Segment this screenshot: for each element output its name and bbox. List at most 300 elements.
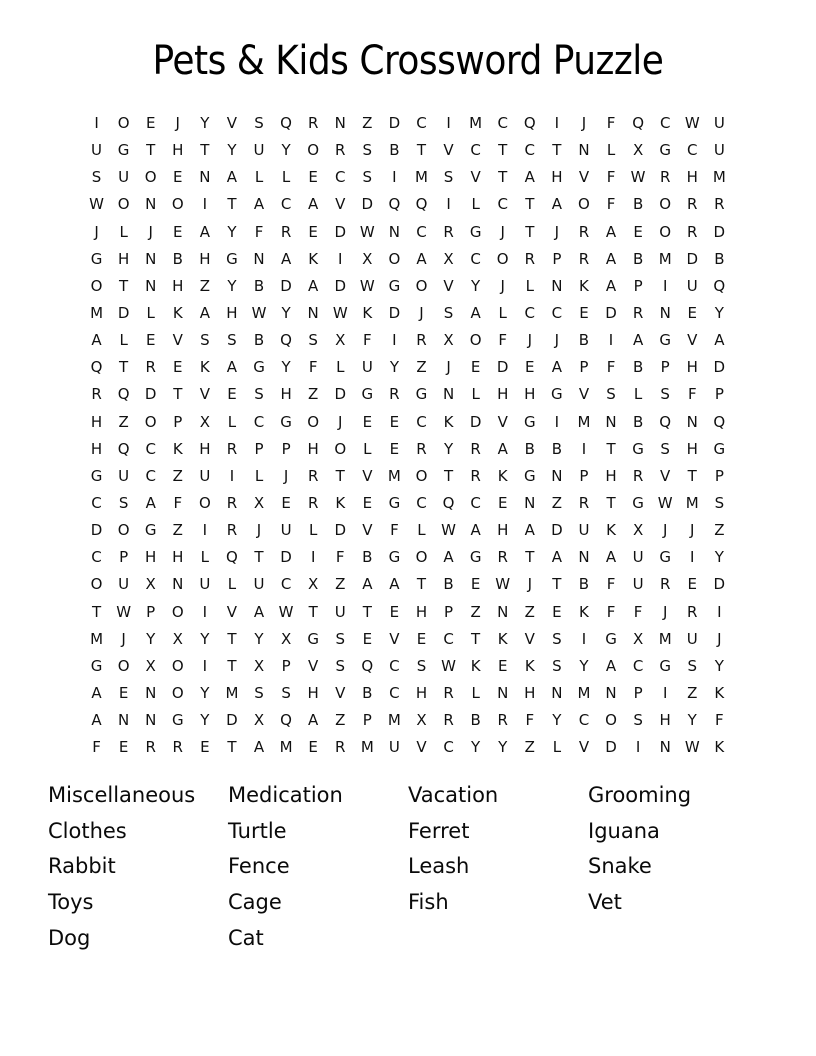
grid-letter: I (202, 602, 208, 621)
grid-letter: I (310, 548, 316, 567)
grid-letter: Q (280, 711, 292, 730)
grid-letter: G (469, 222, 482, 241)
grid-letter: V (470, 168, 481, 187)
grid-letter: U (199, 466, 211, 485)
grid-letter: F (606, 358, 616, 377)
grid-letter: O (117, 195, 130, 214)
grid-letter: I (392, 331, 397, 350)
grid-letter: R (687, 602, 698, 621)
grid-letter: U (578, 521, 590, 540)
grid-letter: W (657, 494, 673, 513)
grid-letter: H (415, 602, 428, 621)
grid-letter: D (713, 575, 726, 594)
grid-letter: W (684, 738, 700, 757)
grid-letter: B (253, 276, 265, 295)
grid-letter: R (497, 711, 508, 730)
grid-letter: I (229, 466, 235, 485)
grid-letter: D (334, 385, 347, 404)
grid-letter: T (146, 141, 156, 160)
grid-letter: Y (200, 114, 210, 133)
grid-letter: A (199, 222, 210, 241)
grid-letter: H (605, 466, 617, 485)
grid-letter: U (361, 358, 373, 377)
grid-letter: Z (335, 711, 346, 730)
grid-letter: C (470, 141, 481, 160)
grid-letter: Z (308, 385, 319, 404)
grid-letter: J (690, 521, 695, 540)
grid-letter: K (362, 304, 373, 323)
grid-letter: R (416, 439, 427, 458)
grid-letter: F (173, 494, 183, 513)
grid-letter: Y (687, 711, 697, 730)
grid-letter: Y (227, 222, 237, 241)
grid-letter: Y (200, 711, 210, 730)
grid-letter: V (335, 195, 346, 214)
grid-letter: Q (388, 195, 401, 214)
grid-letter: S (91, 168, 102, 187)
grid-letter: Z (199, 276, 210, 295)
grid-letter: Q (713, 412, 726, 431)
grid-letter: C (91, 494, 102, 513)
grid-letter: E (145, 114, 156, 133)
grid-letter: M (658, 249, 672, 268)
grid-letter: P (444, 602, 454, 621)
grid-letter: R (578, 249, 590, 268)
grid-letter: Q (117, 385, 130, 404)
grid-letter: J (283, 466, 289, 485)
grid-letter: D (551, 521, 563, 540)
grid-letter: R (578, 222, 590, 241)
grid-letter: R (714, 195, 725, 214)
grid-letter: P (146, 602, 156, 621)
grid-letter: T (91, 602, 102, 621)
grid-letter: F (606, 602, 616, 621)
grid-letter: L (336, 358, 345, 377)
grid-letter: C (497, 114, 508, 133)
grid-letter: T (525, 222, 535, 241)
grid-letter: S (362, 141, 373, 160)
grid-letter: A (91, 711, 102, 730)
grid-letter: S (118, 494, 129, 513)
grid-letter: A (605, 548, 617, 567)
grid-letter: Y (281, 304, 291, 323)
grid-letter: U (118, 168, 130, 187)
grid-letter: E (525, 358, 535, 377)
grid-letter: Q (361, 656, 374, 675)
grid-letter: I (717, 602, 722, 621)
grid-letter: H (226, 304, 238, 323)
grid-letter: Z (118, 412, 129, 431)
grid-letter: S (254, 385, 264, 404)
grid-letter: N (551, 276, 563, 295)
grid-letter: N (145, 276, 157, 295)
grid-letter: J (527, 575, 532, 594)
grid-letter: R (145, 358, 156, 377)
grid-letter: A (91, 684, 102, 703)
grid-letter: C (416, 114, 427, 133)
grid-letter: X (416, 711, 427, 730)
grid-letter: J (175, 114, 180, 133)
grid-letter: A (605, 249, 617, 268)
grid-letter: V (172, 331, 183, 350)
grid-letter: A (308, 276, 319, 295)
grid-letter: H (280, 385, 292, 404)
grid-letter: R (145, 738, 156, 757)
grid-letter: Y (498, 738, 508, 757)
grid-letter: L (254, 168, 264, 187)
grid-letter: I (94, 114, 99, 133)
grid-letter: U (253, 575, 265, 594)
grid-letter: F (606, 195, 616, 214)
grid-letter: W (684, 114, 700, 133)
grid-letter: E (470, 358, 481, 377)
grid-letter: L (498, 304, 507, 323)
grid-letter: O (144, 412, 157, 431)
grid-letter: B (632, 249, 644, 268)
grid-letter: I (662, 684, 668, 703)
grid-letter: C (416, 222, 427, 241)
grid-letter: P (281, 439, 291, 458)
grid-letter: V (578, 168, 590, 187)
grid-letter: R (280, 222, 292, 241)
grid-letter: U (334, 602, 346, 621)
grid-letter: C (687, 141, 698, 160)
grid-letter: R (226, 494, 238, 513)
grid-letter: E (173, 358, 183, 377)
grid-letter: O (117, 521, 130, 540)
grid-letter: A (524, 521, 535, 540)
grid-letter: Y (146, 629, 156, 648)
grid-letter: O (117, 114, 130, 133)
grid-letter: C (145, 466, 156, 485)
grid-letter: B (714, 249, 725, 268)
grid-letter: H (172, 548, 184, 567)
grid-letter: H (415, 684, 428, 703)
grid-letter: L (146, 304, 155, 323)
grid-letter: O (171, 602, 184, 621)
grid-letter: K (497, 466, 508, 485)
grid-letter: T (552, 141, 562, 160)
grid-letter: L (119, 331, 128, 350)
grid-letter: I (581, 439, 587, 458)
grid-letter: H (90, 439, 103, 458)
grid-letter: Y (281, 141, 291, 160)
grid-letter: Y (281, 358, 291, 377)
grid-letter: V (362, 521, 373, 540)
grid-letter: G (388, 494, 401, 513)
grid-letter: H (199, 439, 211, 458)
grid-letter: H (90, 412, 103, 431)
grid-letter: N (524, 494, 536, 513)
grid-letter: N (497, 684, 509, 703)
grid-letter: R (497, 548, 508, 567)
grid-letter: R (226, 439, 238, 458)
grid-letter: O (388, 249, 401, 268)
grid-letter: L (471, 684, 480, 703)
grid-letter: N (145, 711, 157, 730)
grid-letter: T (119, 276, 129, 295)
word-list-item: Rabbit (48, 854, 116, 879)
grid-letter: P (173, 412, 183, 431)
grid-letter: K (335, 494, 346, 513)
word-search-grid (83, 110, 733, 761)
grid-letter: O (117, 656, 130, 675)
word-list-item: Grooming (588, 783, 692, 807)
grid-letter: A (416, 249, 427, 268)
grid-letter: L (633, 385, 643, 404)
grid-letter: V (226, 114, 238, 133)
grid-letter: I (202, 195, 208, 214)
grid-letter: J (581, 114, 587, 133)
word-list-column (228, 778, 408, 957)
grid-letter: G (171, 711, 184, 730)
grid-letter: N (388, 222, 401, 241)
grid-letter: O (171, 684, 184, 703)
word-list-item: Fish (408, 890, 449, 915)
grid-letter: M (469, 114, 483, 133)
grid-letter: T (227, 656, 237, 675)
grid-letter: C (443, 738, 454, 757)
grid-letter: V (362, 466, 373, 485)
grid-letter: S (714, 494, 725, 513)
grid-letter: L (254, 466, 264, 485)
grid-letter: G (659, 656, 671, 675)
grid-letter: N (442, 385, 455, 404)
grid-letter: F (687, 385, 697, 404)
grid-letter: C (497, 195, 508, 214)
grid-letter: L (417, 521, 426, 540)
grid-letter: H (686, 439, 698, 458)
grid-letter: X (308, 575, 319, 594)
grid-letter: X (443, 249, 454, 268)
grid-letter: B (578, 331, 590, 350)
word-list-item: Iguana (588, 818, 660, 843)
grid-letter: N (659, 738, 671, 757)
grid-letter: S (552, 629, 562, 648)
grid-letter: R (307, 494, 319, 513)
grid-letter: R (389, 385, 400, 404)
grid-letter: H (172, 141, 184, 160)
grid-letter: E (389, 602, 400, 621)
grid-letter: G (117, 141, 130, 160)
grid-letter: R (443, 222, 454, 241)
grid-letter: U (632, 548, 644, 567)
grid-letter: N (307, 304, 319, 323)
grid-letter: Y (389, 358, 399, 377)
grid-letter: F (390, 521, 399, 540)
grid-letter: Q (280, 114, 292, 133)
grid-letter: A (253, 602, 265, 621)
grid-letter: R (578, 494, 590, 513)
grid-letter: C (145, 439, 156, 458)
grid-letter: K (497, 629, 508, 648)
grid-letter: F (92, 738, 101, 757)
grid-letter: V (226, 602, 238, 621)
grid-letter: C (524, 141, 536, 160)
grid-letter: N (686, 412, 698, 431)
grid-letter: H (117, 249, 130, 268)
grid-letter: R (470, 466, 481, 485)
grid-letter: G (90, 466, 103, 485)
grid-letter: C (632, 656, 644, 675)
grid-letter: R (335, 738, 346, 757)
grid-letter: A (605, 222, 617, 241)
grid-letter: I (338, 249, 343, 268)
grid-letter: W (116, 602, 132, 621)
grid-letter: X (145, 575, 156, 594)
grid-letter: C (91, 548, 102, 567)
grid-letter: V (416, 738, 427, 757)
grid-letter: K (443, 412, 454, 431)
word-list-item: Cage (228, 890, 282, 915)
grid-letter: S (308, 331, 318, 350)
grid-letter: E (389, 439, 400, 458)
grid-letter: M (360, 738, 374, 757)
grid-letter: L (281, 168, 291, 187)
grid-letter: B (632, 358, 644, 377)
word-list-item: Snake (588, 854, 652, 879)
grid-letter: D (686, 249, 699, 268)
grid-letter: L (606, 141, 616, 160)
grid-letter: O (605, 711, 617, 730)
grid-letter: A (253, 195, 265, 214)
grid-letter: G (632, 439, 644, 458)
grid-letter: W (278, 602, 294, 621)
grid-letter: Q (226, 548, 238, 567)
grid-letter: J (419, 304, 424, 323)
grid-letter: B (632, 412, 644, 431)
grid-letter: G (469, 548, 482, 567)
grid-letter: P (660, 358, 670, 377)
grid-letter: Q (659, 412, 672, 431)
grid-letter: M (577, 412, 591, 431)
grid-letter: Q (523, 114, 536, 133)
grid-letter: L (471, 385, 480, 404)
grid-letter: N (659, 304, 671, 323)
grid-letter: D (713, 222, 726, 241)
grid-letter: X (253, 711, 265, 730)
grid-letter: M (577, 684, 591, 703)
grid-letter: E (227, 385, 237, 404)
grid-letter: J (554, 222, 560, 241)
grid-letter: A (714, 331, 725, 350)
grid-letter: D (469, 412, 482, 431)
grid-letter: E (579, 304, 589, 323)
grid-letter: T (552, 575, 562, 594)
grid-letter: Q (415, 195, 428, 214)
grid-letter: G (280, 412, 292, 431)
grid-letter: H (307, 684, 319, 703)
grid-letter: A (632, 331, 644, 350)
grid-letter: P (579, 466, 589, 485)
grid-letter: B (362, 684, 373, 703)
grid-letter: R (524, 249, 535, 268)
grid-letter: F (363, 331, 372, 350)
grid-letter: J (662, 521, 668, 540)
grid-letter: W (251, 304, 267, 323)
grid-letter: U (91, 141, 103, 160)
grid-letter: H (686, 358, 698, 377)
grid-letter: K (308, 249, 319, 268)
grid-letter: J (662, 602, 668, 621)
grid-letter: Y (200, 629, 210, 648)
grid-letter: Q (632, 114, 644, 133)
grid-letter: W (630, 168, 646, 187)
grid-letter: N (199, 168, 211, 187)
grid-letter: P (362, 711, 372, 730)
grid-letter: P (552, 249, 562, 268)
word-list-item: Leash (408, 854, 470, 879)
grid-letter: A (497, 439, 508, 458)
grid-letter: E (173, 222, 183, 241)
grid-letter: I (662, 276, 668, 295)
grid-letter: T (335, 466, 345, 485)
word-list-column (48, 778, 228, 957)
grid-letter: G (388, 276, 401, 295)
grid-letter: T (606, 439, 616, 458)
grid-letter: S (416, 656, 427, 675)
grid-letter: H (497, 385, 509, 404)
grid-letter: X (253, 656, 265, 675)
grid-letter: I (202, 656, 208, 675)
word-list-item: Fence (228, 854, 290, 879)
grid-letter: N (334, 114, 346, 133)
grid-letter: I (554, 114, 560, 133)
grid-letter: C (389, 656, 400, 675)
grid-letter: K (470, 656, 481, 675)
grid-letter: A (524, 168, 535, 187)
grid-letter: F (606, 114, 616, 133)
grid-letter: A (226, 168, 238, 187)
grid-letter: X (253, 494, 265, 513)
grid-letter: R (632, 466, 644, 485)
grid-letter: F (254, 222, 264, 241)
grid-letter: R (687, 222, 698, 241)
grid-letter: X (632, 629, 644, 648)
grid-letter: Q (117, 439, 130, 458)
grid-letter: A (443, 548, 454, 567)
grid-letter: I (202, 521, 208, 540)
grid-letter: F (498, 331, 508, 350)
grid-letter: E (308, 168, 318, 187)
grid-letter: O (496, 249, 509, 268)
grid-letter: Y (471, 738, 481, 757)
grid-letter: D (144, 385, 157, 404)
grid-letter: R (632, 304, 644, 323)
grid-letter: T (471, 629, 481, 648)
grid-letter: Y (200, 684, 210, 703)
grid-letter: Z (470, 602, 481, 621)
grid-letter: U (632, 575, 644, 594)
grid-letter: K (579, 602, 589, 621)
grid-letter: T (227, 195, 237, 214)
grid-letter: D (388, 114, 401, 133)
grid-letter: M (387, 466, 401, 485)
word-list-item: Vet (588, 890, 622, 915)
grid-letter: G (307, 629, 319, 648)
grid-letter: E (308, 738, 318, 757)
grid-letter: Q (713, 276, 726, 295)
grid-letter: J (148, 222, 153, 241)
grid-letter: O (90, 575, 103, 594)
grid-letter: E (389, 412, 400, 431)
grid-letter: X (145, 656, 156, 675)
grid-letter: R (307, 114, 319, 133)
grid-letter: P (633, 684, 643, 703)
grid-letter: C (280, 195, 292, 214)
grid-letter: S (254, 684, 264, 703)
grid-letter: K (172, 439, 183, 458)
